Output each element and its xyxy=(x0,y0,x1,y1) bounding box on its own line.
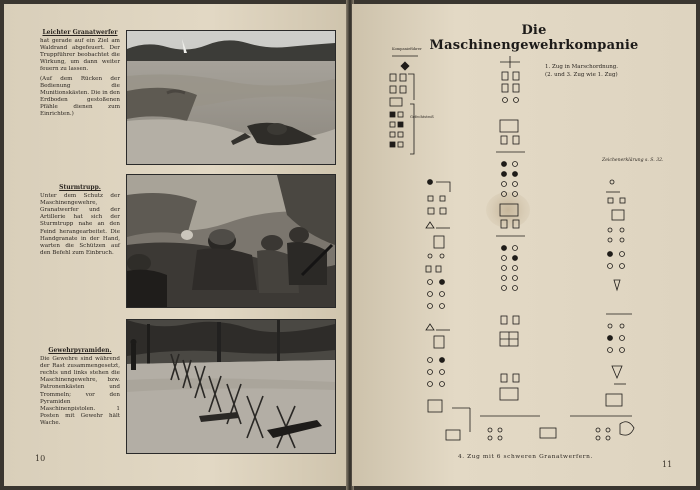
caption-granatwerfer xyxy=(40,29,120,120)
photo-mortar-field xyxy=(126,30,336,165)
caption-title: Sturmtrupp. xyxy=(59,184,101,191)
caption-text: Unter dem Schutz der Maschinengewehre, Granatwerfer und der Artillerie hat sich der Sturmtrupp nahe an den Feind herangearbeitet. Die Handgranate in der Hand, warten die Schützen auf den Befehl zum Einbruch. xyxy=(40,193,120,256)
caption-text: hat gerade auf ein Ziel am Waldrand abgefeuert. Der Truppführer beobachtet die Wirkung, um dann weiter feuern zu lassen. xyxy=(40,38,120,73)
left-page xyxy=(4,4,348,486)
caption-gewehrpyramiden xyxy=(40,347,120,429)
legend-reference: Zeichenerklärung s. S. 32. xyxy=(602,158,664,163)
photo-sturmtrupp xyxy=(126,174,336,308)
caption-sturmtrupp xyxy=(40,184,120,259)
page-number: 10 xyxy=(35,454,46,463)
right-page xyxy=(352,4,696,486)
caption-title: Gewehrpyramiden. xyxy=(48,347,112,354)
diagram-side-label: Gefechtstroß xyxy=(410,115,434,119)
march-order-note: (2. und 3. Zug wie 1. Zug) xyxy=(545,72,618,78)
company-formation-diagram xyxy=(370,44,690,464)
diagram-top-label: Kompanieführer xyxy=(392,47,422,51)
caption-text: Die Gewehre sind während der Rast zusammengesetzt, rechts und links stehen die Maschinengewehre, bzw. Patronenkästen und Trommeln; vor den Pyramiden Maschinenpistolen. 1 Posten mit Gewehr hält Wache. xyxy=(40,356,120,426)
photo-gewehrpyramiden xyxy=(126,319,336,454)
page-title: Die Maschinengewehrkompanie xyxy=(429,23,639,53)
caption-title: Leichter Granatwerfer xyxy=(42,29,118,36)
caption-text: (Auf dem Rücken der Bedienung die Munitionskästen. Die in den Erdboden gestoßenen Pfähle dienen zum Einrichten.) xyxy=(40,75,120,118)
page-number: 11 xyxy=(662,460,673,469)
march-order-label: 1. Zug in Marschordnung. xyxy=(545,64,619,70)
diagram-bottom-label: 4. Zug mit 6 schweren Granatwerfern. xyxy=(458,454,593,460)
